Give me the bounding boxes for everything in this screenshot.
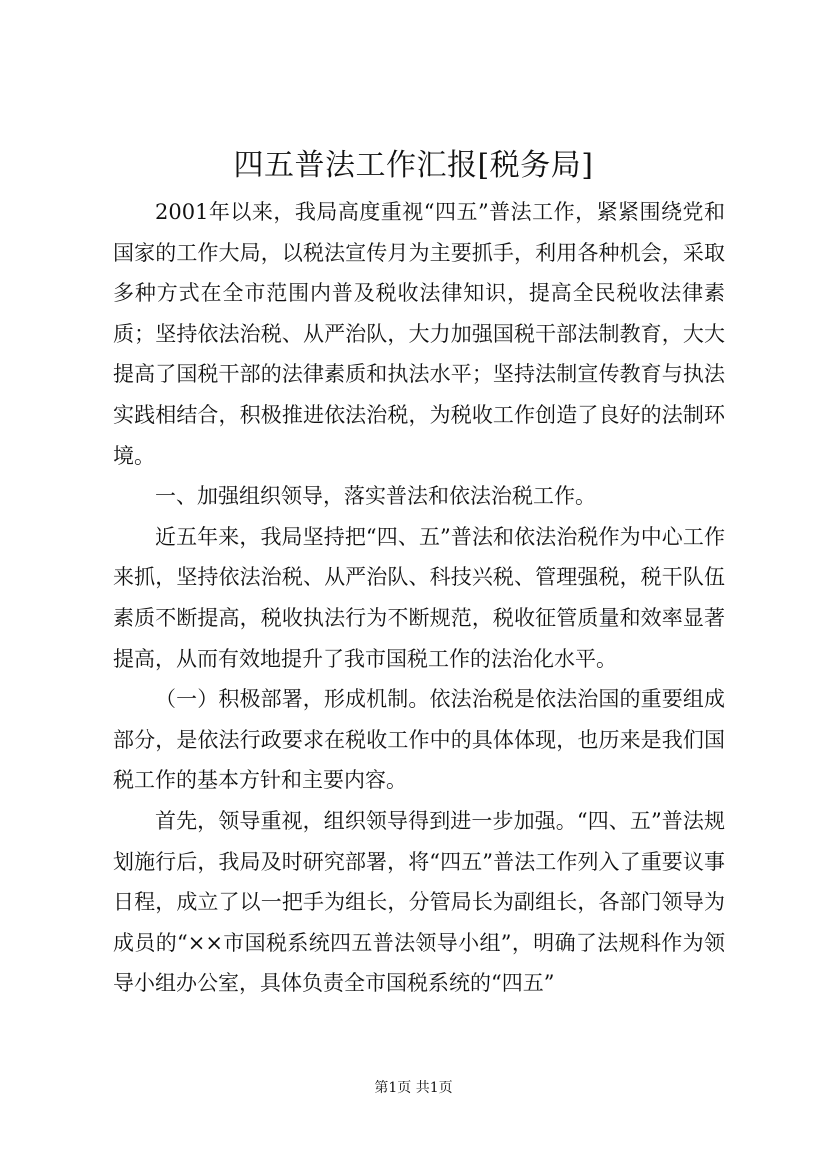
- document-title: 四五普法工作汇报[税务局]: [233, 148, 594, 183]
- paragraph-subsection-1: （一）积极部署，形成机制。依法治税是依法治国的重要组成部分，是依法行政要求在税收工作中的具体体现，也历来是我们国税工作的基本方针和主要内容。: [113, 687, 725, 793]
- document-body: [113, 192, 725, 1004]
- page-footer: 第1页 共1页: [374, 1080, 453, 1096]
- paragraph-leadership: 首先，领导重视，组织领导得到进一步加强。“四、五”普法规划施行后，我局及时研究部署，将“四五”普法工作列入了重要议事日程，成立了以一把手为组长，分管局长为副组长，各部门领导为成员的“××市国税系统四五普法领导小组”，明确了法规科作为领导小组办公室，具体负责全市国税系统的“四五”: [113, 808, 725, 996]
- paragraph-intro: 2001年以来，我局高度重视“四五”普法工作，紧紧围绕党和国家的工作大局，以税法宣传月为主要抓手，利用各种机会，采取多种方式在全市范围内普及税收法律知识，提高全民税收法律素质；坚持依法治税、从严治队，大力加强国税干部法制教育，大大提高了国税干部的法律素质和执法水平；坚持法制宣传教育与执法实践相结合，积极推进依法治税，为税收工作创造了良好的法制环境。: [113, 200, 725, 468]
- paragraph-section-1: 近五年来，我局坚持把“四、五”普法和依法治税作为中心工作来抓，坚持依法治税、从严治队、科技兴税、管理强税，税干队伍素质不断提高，税收执法行为不断规范，税收征管质量和效率显著提高，从而有效地提升了我市国税工作的法治化水平。: [113, 524, 725, 671]
- section-heading-1: 一、加强组织领导，落实普法和依法治税工作。: [155, 484, 596, 509]
